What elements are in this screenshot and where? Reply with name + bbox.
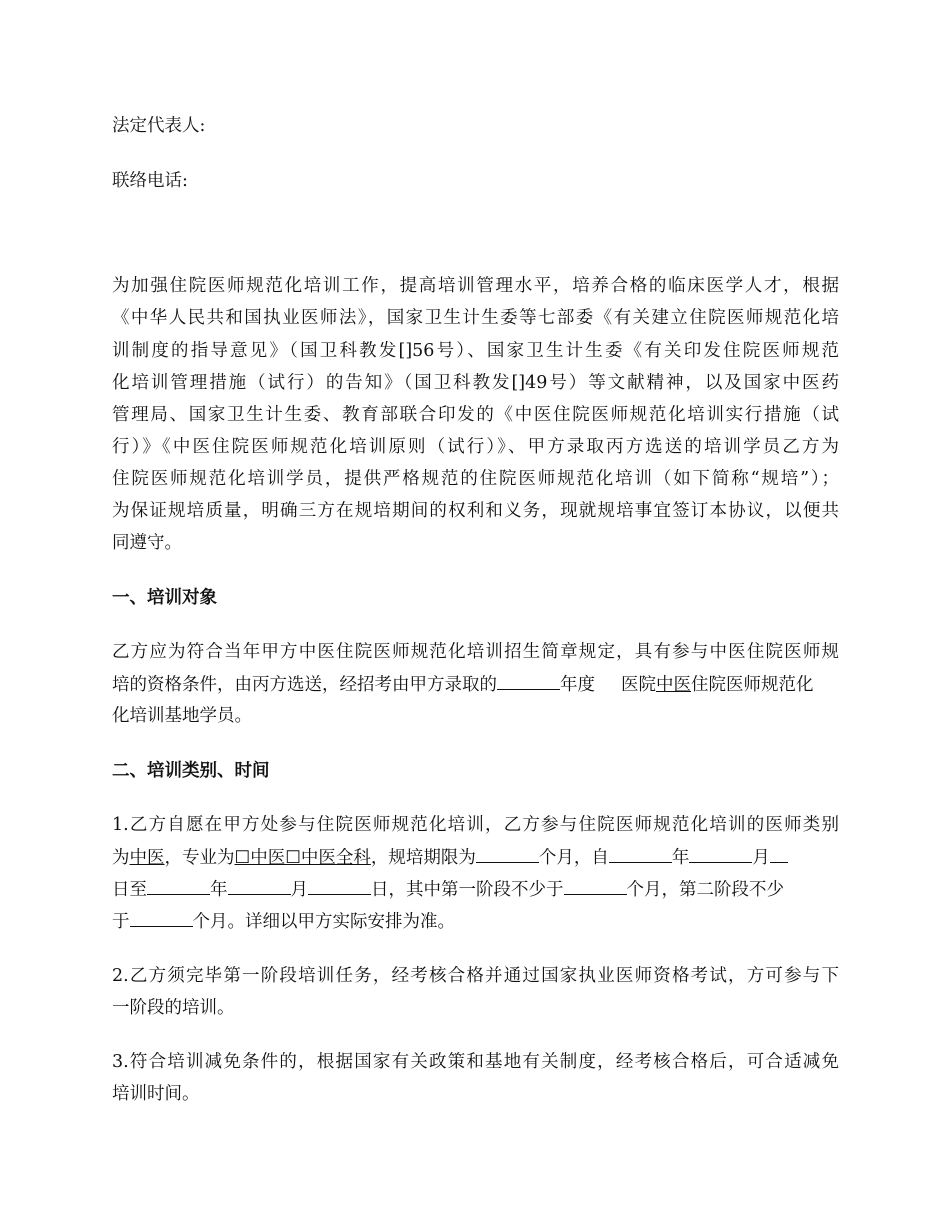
- text-run: 于: [112, 912, 130, 932]
- text-run: ，专业为: [164, 848, 235, 868]
- paragraph-line: 1.乙方自愿在甲方处参与住院医师规范化培训，乙方参与住院医师规范化培训的医师类别: [112, 815, 839, 835]
- specialty-checkboxes[interactable]: ☐中医☐中医全科: [234, 848, 371, 868]
- paragraph-line: 3.符合培训减免条件的，根据国家有关政策和基地有关制度，经考核合格后，可合适减免: [112, 1052, 839, 1072]
- start-month-blank[interactable]: [689, 845, 752, 863]
- underlined-text: 中医: [656, 675, 691, 695]
- paragraph-line: 一阶段的培训。: [112, 998, 235, 1018]
- preamble-line: 训制度的指导意见》（国卫科教发[]56号）、国家卫生计生委《有关印发住院医师规范: [112, 341, 839, 361]
- stage-one-months-blank[interactable]: [564, 877, 627, 895]
- year-blank[interactable]: [497, 672, 560, 690]
- contact-phone-label: 联络电话:: [112, 171, 188, 191]
- preamble-line: 同遵守。: [112, 533, 182, 553]
- text-run: 月: [290, 880, 308, 900]
- section-heading-training-target: 一、培训对象: [112, 588, 217, 608]
- text-run: 日至: [112, 880, 147, 900]
- preamble-line: 管理局、国家卫生计生委、教育部联合印发的《中医住院医师规范化培训实行措施（试: [112, 405, 839, 425]
- paragraph-line: 乙方应为符合当年甲方中医住院医师规范化培训招生简章规定，具有参与中医住院医师规: [112, 642, 839, 662]
- months-blank[interactable]: [476, 845, 539, 863]
- end-month-blank[interactable]: [228, 877, 291, 895]
- paragraph-line: [112, 909, 455, 934]
- text-run: 住院医师规范化: [691, 675, 814, 695]
- start-day-blank[interactable]: [770, 845, 788, 863]
- preamble-line: 为加强住院医师规范化培训工作，提高培训管理水平，培养合格的临床医学人才，根据: [112, 276, 839, 296]
- paragraph-line: [112, 845, 788, 870]
- text-run: 年: [210, 880, 228, 900]
- paragraph-line: [112, 877, 784, 902]
- preamble-line: 为保证规培质量，明确三方在规培期间的权利和义务，现就规培事宜签订本协议，以便共: [112, 501, 839, 521]
- start-year-blank[interactable]: [609, 845, 672, 863]
- end-year-blank[interactable]: [147, 877, 210, 895]
- end-day-blank[interactable]: [308, 877, 371, 895]
- text-run: 年度: [560, 675, 595, 695]
- text-run: 个月。详细以甲方实际安排为准。: [192, 912, 455, 932]
- preamble-line: 化培训管理措施（试行）的告知》（国卫科教发[]49号）等文献精神，以及国家中医药: [112, 373, 839, 393]
- paragraph-line: 2.乙方须完毕第一阶段培训任务，经考核合格并通过国家执业医师资格考试，方可参与下: [112, 966, 839, 986]
- paragraph-line: 化培训基地学员。: [112, 706, 252, 726]
- preamble-line: 住院医师规范化培训学员，提供严格规范的住院医师规范化培训（如下简称“规培”）；: [112, 469, 839, 489]
- text-run: 培的资格条件，由丙方选送，经招考由甲方录取的: [112, 675, 497, 695]
- paragraph-line: 培训时间。: [112, 1084, 200, 1104]
- section-heading-training-category: 二、培训类别、时间: [112, 761, 270, 781]
- text-run: 个月，第二阶段不少: [626, 880, 784, 900]
- legal-representative-label: 法定代表人:: [112, 116, 206, 136]
- underlined-text: 中医: [129, 848, 165, 868]
- text-run: 月: [752, 848, 770, 868]
- preamble-line: 行）》《中医住院医师规范化培训原则（试行）》、甲方录取丙方选送的培训学员乙方为: [112, 437, 839, 457]
- preamble-line: 《中华人民共和国执业医师法》，国家卫生计生委等七部委《有关建立住院医师规范化培: [112, 308, 839, 328]
- text-run: ，规培期限为: [370, 848, 476, 868]
- text-run: 医院: [621, 675, 656, 695]
- text-run: 年: [671, 848, 690, 868]
- text-run: 日，其中第一阶段不少于: [371, 880, 564, 900]
- text-run: 个月，自: [538, 848, 609, 868]
- text-run: 为: [112, 848, 130, 868]
- stage-two-months-blank[interactable]: [130, 909, 193, 927]
- paragraph-line: [112, 672, 814, 697]
